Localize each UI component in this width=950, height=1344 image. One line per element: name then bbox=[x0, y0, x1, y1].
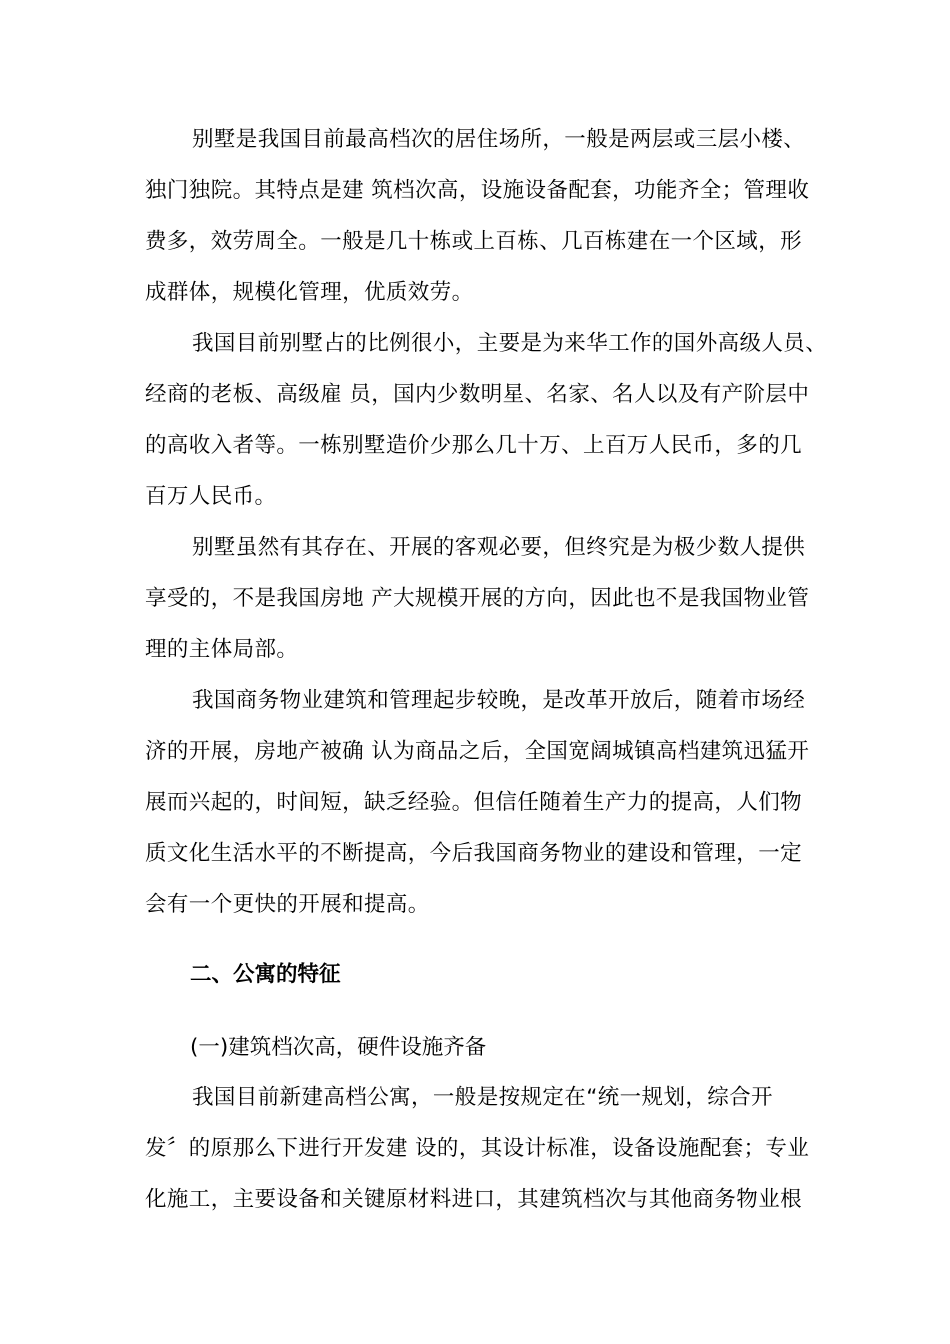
text-line: 费多，效劳周全。一般是几十栋或上百栋、几百栋建在一个区域，形 bbox=[145, 229, 803, 254]
text-line: 我国目前新建高档公寓，一般是按规定在“统一规划，综合开 bbox=[192, 1085, 773, 1110]
text-line: 理的主体局部。 bbox=[145, 637, 299, 662]
text-line: 展而兴起的，时间短，缺乏经验。但信任随着生产力的提高，人们物 bbox=[145, 790, 803, 815]
text-line: 百万人民币。 bbox=[145, 484, 277, 509]
text-line: 质文化生活水平的不断提高，今后我国商务物业的建设和管理，一定 bbox=[145, 841, 803, 866]
text-line: 别墅是我国目前最高档次的居住场所，一般是两层或三层小楼、 bbox=[192, 127, 806, 152]
text-line: 济的开展，房地产被确 认为商品之后，全国宽阔城镇高档建筑迅猛开 bbox=[145, 739, 810, 764]
text-line: 会有一个更快的开展和提高。 bbox=[145, 892, 430, 917]
subsection-heading: (一)建筑档次高，硬件设施齐备 bbox=[190, 1035, 487, 1060]
text-line: 发〞的原那么下进行开发建 设的，其设计标准，设备设施配套；专业 bbox=[145, 1136, 810, 1161]
text-line: 享受的，不是我国房地 产大规模开展的方向，因此也不是我国物业管 bbox=[145, 586, 810, 611]
text-line: 经商的老板、高级雇 员，国内少数明星、名家、名人以及有产阶层中 bbox=[145, 382, 810, 407]
section-heading: 二、公寓的特征 bbox=[190, 962, 341, 987]
text-line: 化施工，主要设备和关键原材料进口，其建筑档次与其他商务物业根 bbox=[145, 1187, 803, 1212]
text-line: 成群体，规模化管理，优质效劳。 bbox=[145, 280, 474, 305]
text-line: 别墅虽然有其存在、开展的客观必要，但终究是为极少数人提供 bbox=[192, 535, 806, 560]
text-line: 的高收入者等。一栋别墅造价少那么几十万、上百万人民币，多的几 bbox=[145, 433, 803, 458]
text-line: 我国目前别墅占的比例很小，主要是为来华工作的国外高级人员、 bbox=[192, 331, 828, 356]
text-line: 独门独院。其特点是建 筑档次高，设施设备配套，功能齐全；管理收 bbox=[145, 178, 810, 203]
text-line: 我国商务物业建筑和管理起步较晚，是改革开放后，随着市场经 bbox=[192, 688, 806, 713]
